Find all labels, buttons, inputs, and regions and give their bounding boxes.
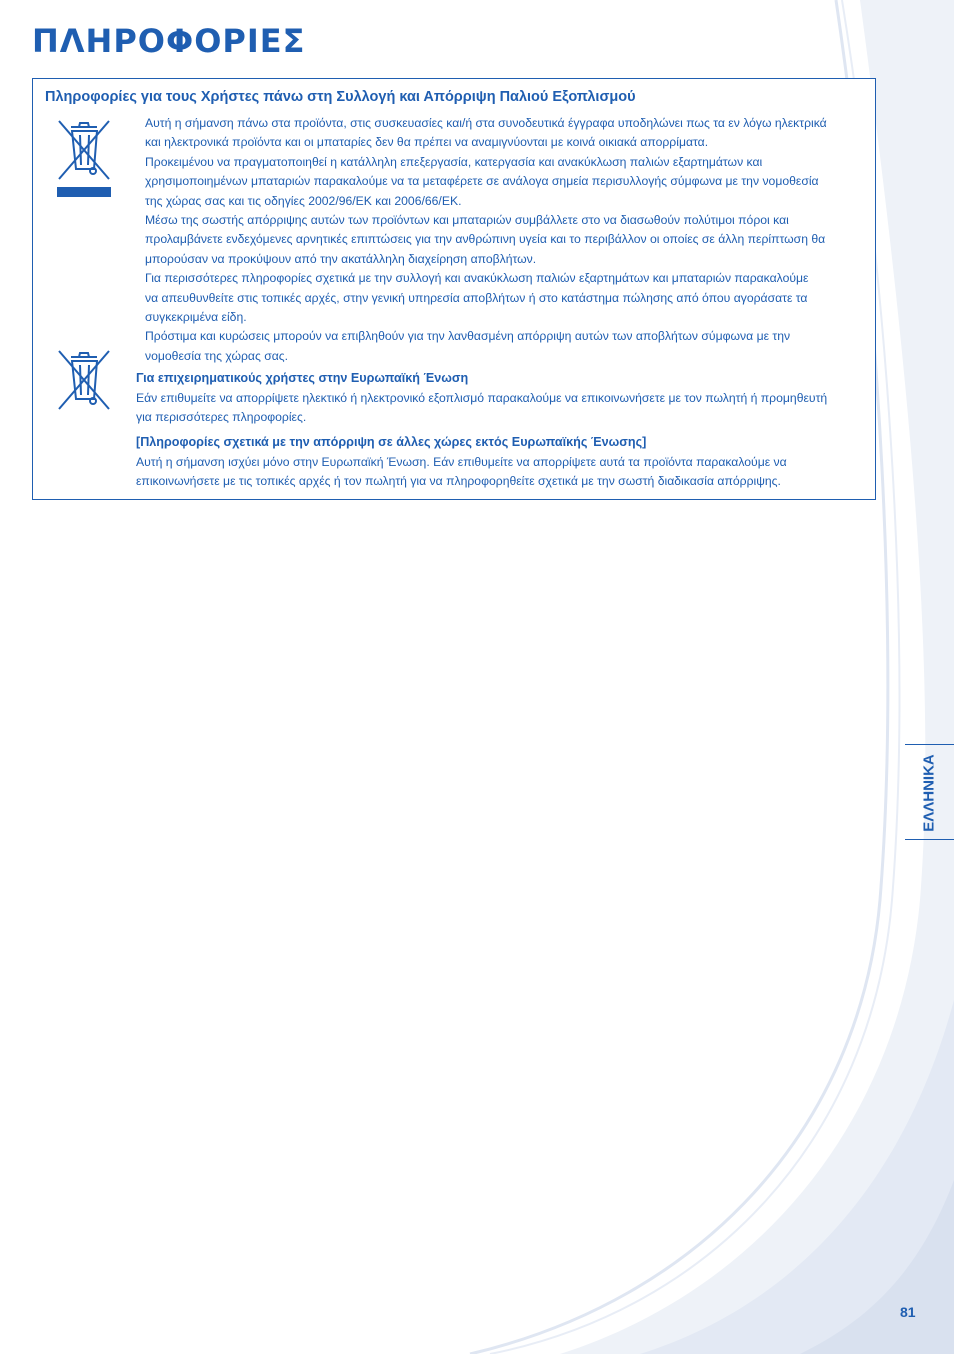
weee-info-box: [32, 78, 876, 500]
page-number: 81: [900, 1304, 916, 1320]
non-eu-text: Αυτή η σήμανση ισχύει μόνο στην Ευρωπαϊκή Ένωση. Εάν επιθυμείτε να απορρίψετε αυτά τα προϊόντα παρακαλούμε να επικοινωνήσετε με τις τοπικές αρχές ή τον πωλητή για να πληροφορηθείτε σχετικά με την σωστή διαδικασία απόρριψης.: [136, 455, 787, 489]
main-text: Αυτή η σήμανση πάνω στα προϊόντα, στις συσκευασίες και/ή στα συνοδευτικά έγγραφα υποδηλώνει πως τα εν λόγω ηλεκτρικά και ηλεκτρονικά προϊόντα και οι μπαταρίες δεν θα πρέπει να αναμιγνύονται με κοινά οικιακά απορρίματα. Προκειμένου να πραγματοποιηθεί η κατάλληλη επεξεργασία, κατεργασία και ανακύκλωση παλιών εξαρτημάτων και χρησιμοποιημένων μπαταριών παρακαλούμε να τα μεταφέρετε σε ανάλογα σημεία περισυλλογής σύμφωνα με την νομοθεσία της χώρας σας και τις οδηγίες 2002/96/ΕΚ και 2006/66/ΕΚ. Μέσω της σωστής απόρριψης αυτών των προϊόντων και μπαταριών συμβάλλετε στο να διασωθούν πολύτιμοι πόροι και προλαμβάνετε ενδεχόμενες αρνητικές επιπτώσεις για την ανθρώπινη υγεία και το περιβάλλον οι οποίες σε άλλη περίπτωση θα μπορούσαν να προκύψουν από την ακατάλληλη διαχείρηση αποβλήτων. Για περισσότερες πληροφορίες σχετικά με την συλλογή και ανακύκλωση παλιών εξαρτημάτων και μπαταριών παρακαλούμε να απευθυνθείτε στις τοπικές αρχές, στην γενική υπηρεσία αποβλήτων ή στο κατάστημα πώλησης από όπου αγοράσατε τα συγκεκριμένα είδη. Πρόστιμα και κυρώσεις μπορούν να επιβληθούν για την λανθασμένη απόρριψη αυτών των αποβλήτων σύμφωνα με την νομοθεσία της χώρας σας.: [145, 116, 827, 363]
page-title: ΠΛΗΡΟΦΟΡΙΕΣ: [32, 22, 306, 60]
language-tab: [905, 744, 954, 840]
crossed-out-wheelie-bin-icon: [53, 345, 115, 415]
box-heading: Πληροφορίες για τους Χρήστες πάνω στη Συλλογή και Απόρριψη Παλιού Εξοπλισμού: [45, 89, 636, 105]
crossed-out-wheelie-bin-with-bar-icon: [53, 115, 115, 201]
language-label: ΕΛΛΗΝΙΚΑ: [920, 754, 938, 832]
business-users-heading: Για επιχειρηματικούς χρήστες στην Ευρωπαϊκή Ένωση: [136, 371, 469, 385]
business-users-text: Εάν επιθυμείτε να απορρίψετε ηλεκτικό ή ηλεκτρονικό εξοπλισμό παρακαλούμε να επικοινωνήσετε με τον πωλητή ή προμηθευτή για περισσότερες πληροφορίες.: [136, 391, 828, 425]
non-eu-heading: [Πληροφορίες σχετικά με την απόρριψη σε άλλες χώρες εκτός Ευρωπαϊκής Ένωσης]: [136, 435, 647, 449]
